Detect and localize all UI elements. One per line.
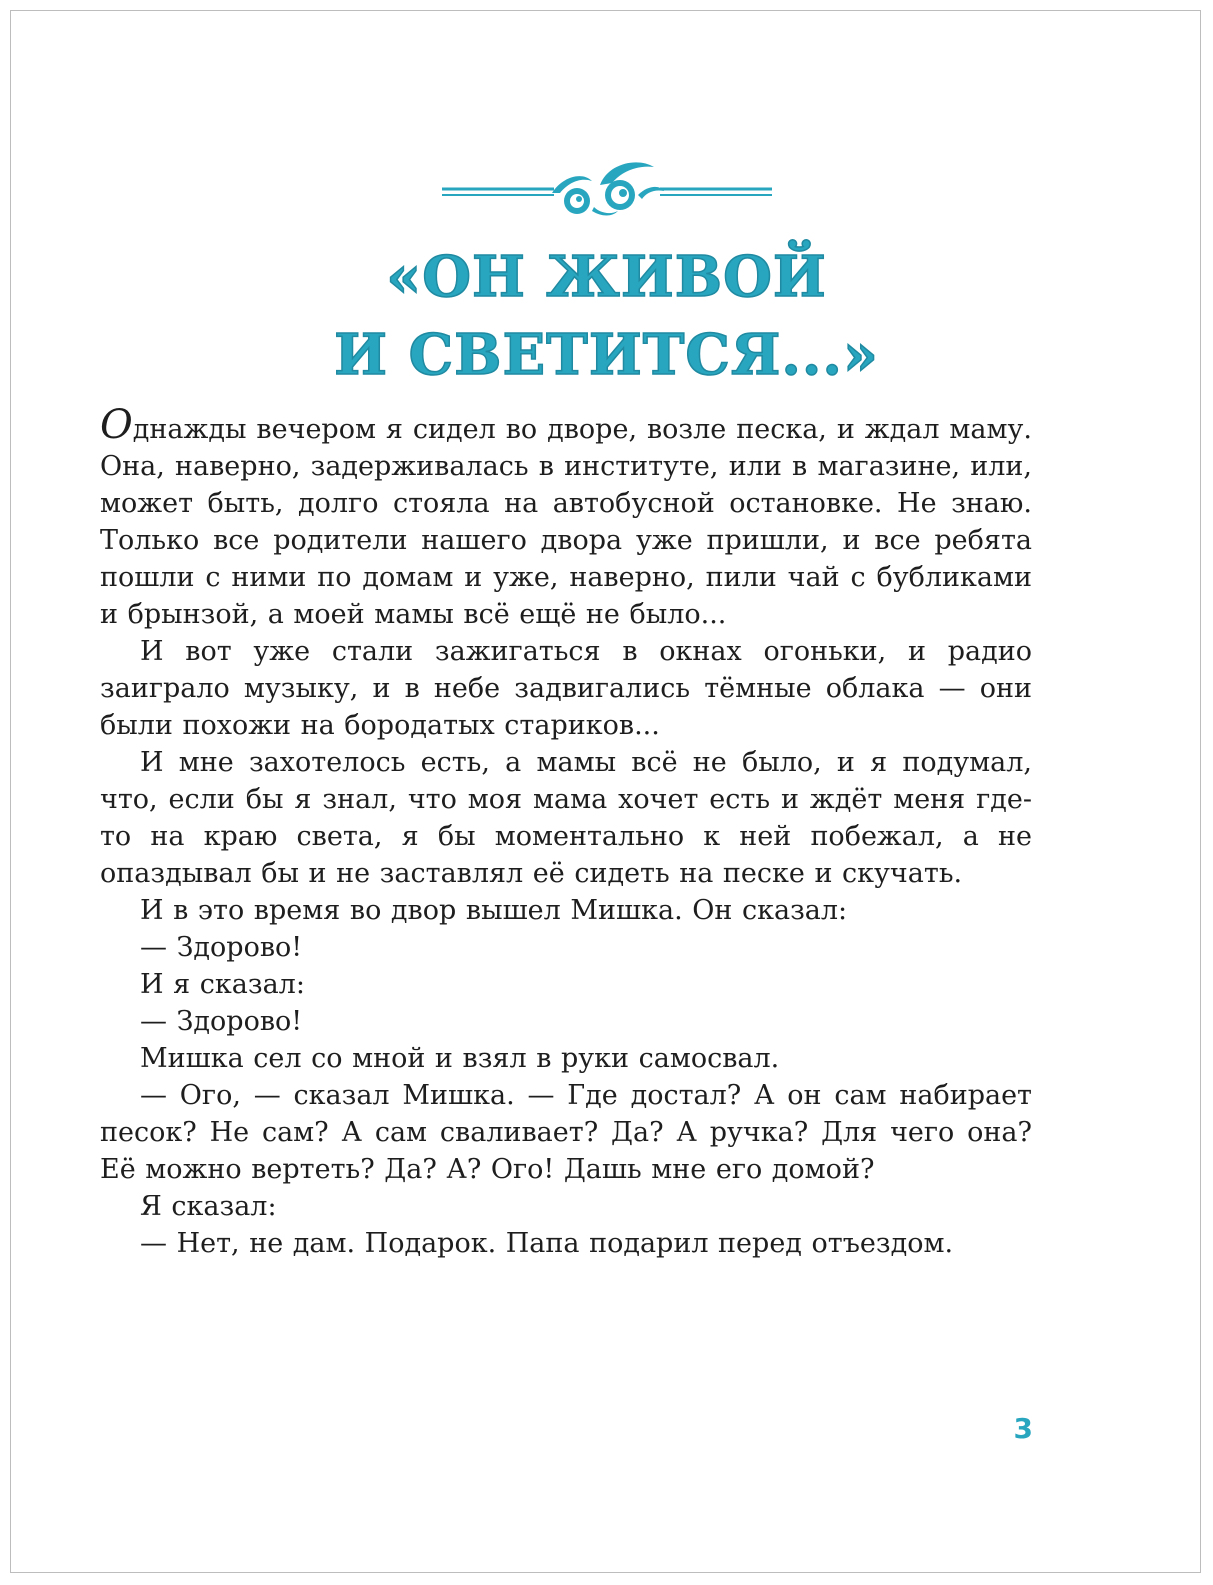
chapter-title-line-2: И СВЕТИТСЯ...» bbox=[334, 322, 879, 388]
paragraph-10: Я сказал: bbox=[140, 1191, 277, 1222]
chapter-title bbox=[0, 238, 1213, 394]
paragraph-8: Мишка сел со мной и взял в руки самосвал. bbox=[140, 1043, 780, 1074]
page-number: 3 bbox=[1013, 1412, 1033, 1445]
drop-cap: О bbox=[100, 402, 133, 448]
paragraph-7: — Здорово! bbox=[140, 1006, 303, 1037]
paragraph-9: — Ого, — сказал Мишка. — Где достал? А он сам набирает песок? Не сам? А сам сваливает? Да? А ручка? Для чего она? Её можно вертеть? Да? А? Ого! Дашь мне его домой? bbox=[100, 1080, 1032, 1185]
paragraph-4: И в это время во двор вышел Мишка. Он сказал: bbox=[140, 895, 848, 926]
chapter-title-line-1: «ОН ЖИВОЙ bbox=[386, 244, 827, 310]
decorative-swirl-ornament-icon bbox=[442, 155, 772, 225]
paragraph-6: И я сказал: bbox=[140, 969, 305, 1000]
ornament-swirls bbox=[552, 162, 664, 215]
paragraph-3: И мне захотелось есть, а мамы всё не было, и я подумал, что, если бы я знал, что моя мама хочет есть и ждёт меня где-то на краю света, я бы моментально к ней побежал, а не опаздывал бы и не заставлял её сидеть на песке и скучать. bbox=[100, 747, 1032, 889]
paragraph-1-text: днажды вечером я сидел во дворе, возле песка, и ждал маму. Она, наверно, задерживалась в институте, или в магазине, или, может быть, долго стояла на автобусной остановке. Не знаю. Только все родители нашего двора уже пришли, и все ребята пошли с ними по домам и уже, наверно, пили чай с бубликами и брынзой, а моей мамы всё ещё не было... bbox=[100, 414, 1032, 630]
paragraph-5: — Здорово! bbox=[140, 932, 303, 963]
story-body bbox=[100, 402, 1032, 1262]
paragraph-2: И вот уже стали зажигаться в окнах огоньки, и радио заиграло музыку, и в небе задвигались тёмные облака — они были похожи на бородатых стариков... bbox=[100, 636, 1032, 741]
paragraph-1 bbox=[100, 402, 1032, 633]
paragraph-11: — Нет, не дам. Подарок. Папа подарил перед отъездом. bbox=[140, 1228, 954, 1259]
